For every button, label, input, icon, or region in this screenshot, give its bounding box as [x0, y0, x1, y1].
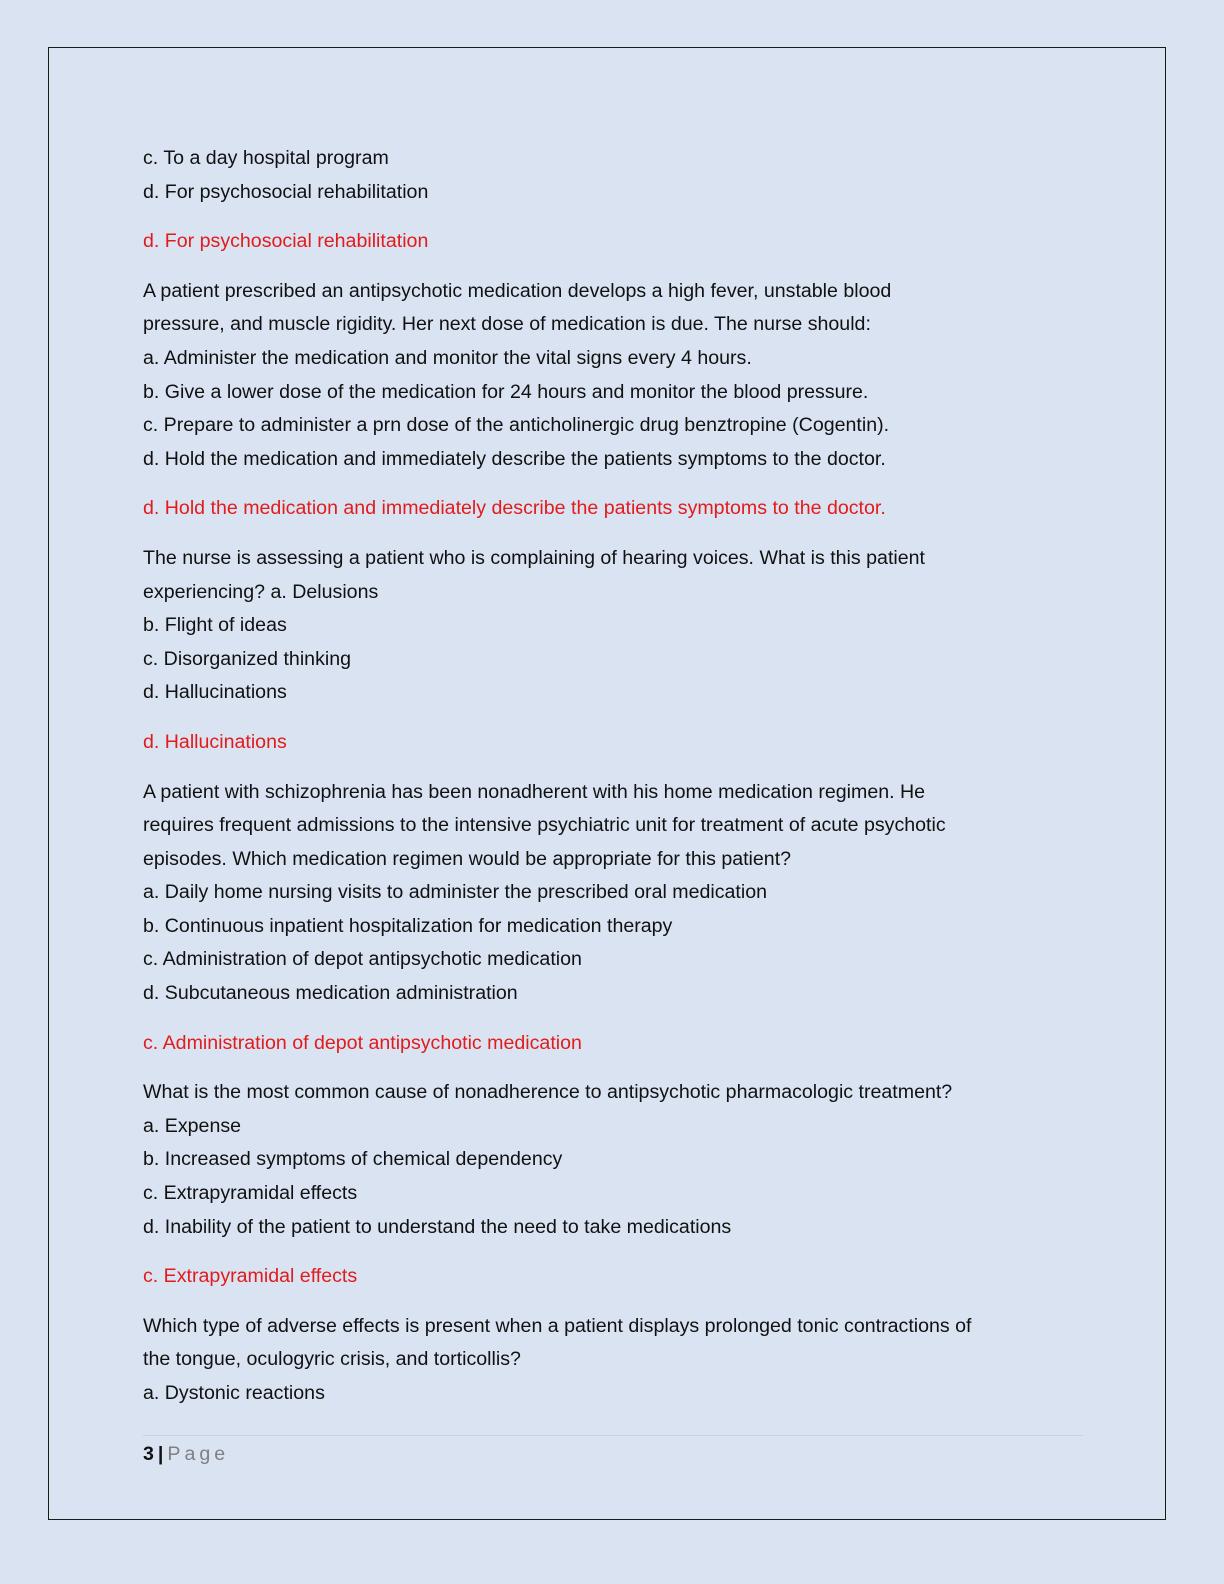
footer-divider	[143, 1435, 1083, 1436]
question-line: Which type of adverse effects is present when a patient displays prolonged tonic contractions of	[143, 1314, 972, 1337]
footer-separator: |	[157, 1443, 164, 1465]
question-line: the tongue, oculogyric crisis, and torticollis?	[143, 1348, 521, 1371]
page-footer	[143, 1440, 229, 1468]
option-line: b. Continuous inpatient hospitalization for medication therapy	[143, 914, 673, 937]
question-line: requires frequent admissions to the intensive psychiatric unit for treatment of acute psychotic	[143, 814, 946, 837]
option-line: d. For psychosocial rehabilitation	[143, 180, 429, 203]
option-line: b. Flight of ideas	[143, 614, 287, 637]
option-line: c. Administration of depot antipsychotic medication	[143, 948, 582, 971]
option-line: c. Prepare to administer a prn dose of the anticholinergic drug benztropine (Cogentin).	[143, 414, 890, 437]
answer-line: d. For psychosocial rehabilitation	[143, 230, 429, 253]
option-line: a. Expense	[143, 1114, 242, 1137]
option-line: b. Increased symptoms of chemical dependency	[143, 1148, 563, 1171]
option-line: d. Subcutaneous medication administration	[143, 982, 518, 1005]
page-number: 3	[143, 1443, 154, 1465]
question-line: The nurse is assessing a patient who is complaining of hearing voices. What is this patient	[143, 546, 925, 569]
option-line: c. To a day hospital program	[143, 147, 389, 169]
answer-line: d. Hold the medication and immediately describe the patients symptoms to the doctor.	[143, 497, 886, 520]
option-line: d. Hold the medication and immediately describe the patients symptoms to the doctor.	[143, 447, 886, 470]
answer-line: c. Extrapyramidal effects	[143, 1265, 358, 1288]
question-line: pressure, and muscle rigidity. Her next dose of medication is due. The nurse should:	[143, 313, 871, 336]
answer-line: c. Administration of depot antipsychotic medication	[143, 1031, 582, 1054]
option-line: a. Dystonic reactions	[143, 1382, 325, 1404]
question-line: experiencing? a. Delusions	[143, 580, 379, 603]
question-line: A patient with schizophrenia has been nonadherent with his home medication regimen. He	[143, 780, 926, 803]
option-line: d. Hallucinations	[143, 681, 287, 704]
question-line: What is the most common cause of nonadherence to antipsychotic pharmacologic treatment?	[143, 1081, 953, 1104]
option-line: a. Daily home nursing visits to administer the prescribed oral medication	[143, 881, 768, 904]
option-line: c. Disorganized thinking	[143, 647, 352, 670]
question-line: A patient prescribed an antipsychotic medication develops a high fever, unstable blood	[143, 279, 892, 302]
question-line: episodes. Which medication regimen would be appropriate for this patient?	[143, 847, 792, 870]
document-body	[143, 142, 1083, 1411]
option-line: b. Give a lower dose of the medication for 24 hours and monitor the blood pressure.	[143, 380, 869, 403]
page-label: Page	[167, 1443, 230, 1465]
option-line: d. Inability of the patient to understand the need to take medications	[143, 1215, 732, 1238]
option-line: a. Administer the medication and monitor the vital signs every 4 hours.	[143, 346, 752, 369]
answer-line: d. Hallucinations	[143, 730, 287, 753]
option-line: c. Extrapyramidal effects	[143, 1182, 358, 1205]
